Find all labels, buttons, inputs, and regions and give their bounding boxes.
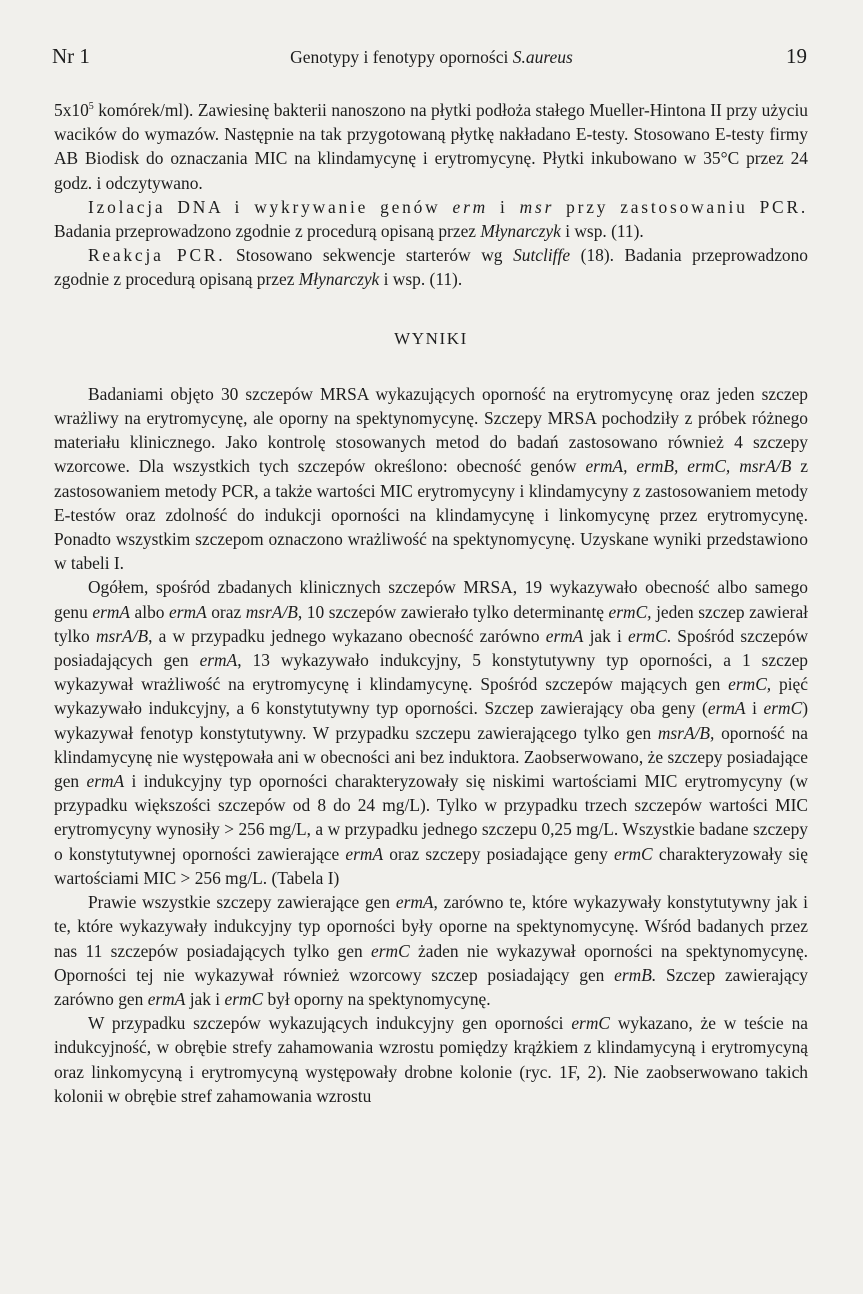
methods-paragraph-dna: Izolacja DNA i wykrywanie genów erm i msr przy zastosowaniu PCR. Badania przeprowadzono zgodnie z procedurą opisaną przez Młynarczyk i wsp. (11). [54,196,808,242]
article-body [54,98,808,1108]
results-paragraph-3: Prawie wszystkie szczepy zawierające gen ermA, zarówno te, które wykazywały konstytutywny jak i te, które wykazywały indukcyjny typ oporności były oporne na spektynomycynę. Wśród badanych przez nas 11 szczepów posiadających tylko gen ermC żaden nie wykazywał oporności na spektynomycynę. Oporności tej nie wykazywał również wzorcowy szczep posiadający gen ermB. Szczep zawierający zarówno gen ermA jak i ermC był oporny na spektynomycynę. [54,892,809,1009]
species-name: S.aureus [512,47,573,67]
subsection-title-pcr: Reakcja PCR. [88,245,226,266]
running-title [0,47,863,68]
methods-paragraph-pcr: Reakcja PCR. Stosowano sekwencje starterów wg Sutcliffe (18). Badania przeprowadzono zgodnie z procedurą opisaną przez Młynarczyk i wsp. (11). [54,245,809,290]
page-number: 19 [786,44,807,68]
results-paragraph-2: Ogółem, spośród zbadanych klinicznych szczepów MRSA, 19 wykazywało obecność albo samego genu ermA albo ermA oraz msrA/B, 10 szczepów zawierało tylko determinantę ermC, jeden szczep zawierał tylko msrA/B, a w przypadku jednego wykazano obecność zarówno ermA jak i ermC. Spośród szczepów posiadających gen ermA, 13 wykazywało indukcyjny, 5 konstytutywny typ oporności, a 1 szczep wykazywał wrażliwość na erytromycynę i klindamycynę. Spośród szczepów mających gen ermC, pięć wykazywało indukcyjny, a 6 konstytutywny typ oporności. Szczep zawierający oba geny (ermA i ermC) wykazywał fenotyp konstytutywny. W przypadku szczepu zawierającego tylko gen msrA/B, oporność na klindamycynę nie występowała ani w obecności ani bez induktora. Zaobserwowano, że szczepy posiadające gen ermA i indukcyjny typ oporności charakteryzowały się niskimi wartościami MIC erytromycyny (w przypadku większości szczepów od 8 do 24 mg/L). Tylko w przypadku trzech szczepów wartości MIC erytromycyny wynosiły > 256 mg/L, a w przypadku jednego szczepu 0,25 mg/L. Wszystkie badane szczepy o konstytutywnej oporności zawierające ermA oraz szczepy posiadające geny ermC charakteryzowały się wartościami MIC > 256 mg/L. (Tabela I) [54,577,809,888]
results-paragraph-1: Badaniami objęto 30 szczepów MRSA wykazujących oporność na erytromycynę oraz jeden szczep wrażliwy na erytromycynę, ale oporny na spektynomycynę. Szczepy MRSA pochodziły z próbek różnego materiału klinicznego. Jako kontrolę stosowanych metod do badań zastosowano również 4 szczepy wzorcowe. Dla wszystkich tych szczepów określono: obecność genów ermA, ermB, ermC, msrA/B z zastosowaniem metody PCR, a także wartości MIC erytromycyny i klindamycyny z zastosowaniem metody E-testów oraz zdolność do indukcji oporności na klindamycynę i linkomycynę przez erytromycynę. Ponadto wszystkim szczepom oznaczono wrażliwość na spektynomycynę. Uzyskane wyniki przedstawiono w tabeli I. [54,383,808,574]
methods-paragraph-1: $5x10^5$ komórek/ml). Zawiesinę bakterii nanoszono na płytki podłoża stałego Mueller-Hintona II przy użyciu wacików do wymazów. Następnie na tak przygotowaną płytkę nakładano E-testy. Stosowano E-testy firmy AB Biodisk do oznaczania MIC na klindamycynę i erytromycynę. Płytki inkubowano w 35°C przez 24 godz. i odczytywano. [54,100,808,193]
running-title-text: Genotypy i fenotypy oporności [290,47,513,67]
results-paragraph-4: W przypadku szczepów wykazujących indukcyjny gen oporności ermC wykazano, że w teście na indukcyjność, w obrębie strefy zahamowania wzrostu pomiędzy krążkiem z klindamycyną i erytromycyną oraz linkomycyną i erytromycyną występowały drobne kolonie (ryc. 1F, 2). Nie zaobserwowano takich kolonii w obrębie stref zahamowania wzrostu [54,1013,808,1106]
subsection-title-dna: Izolacja DNA i wykrywanie genów erm i msr przy zastosowaniu PCR. [88,196,808,217]
section-heading-results: WYNIKI [394,328,468,348]
journal-issue: Nr 1 [52,44,90,68]
